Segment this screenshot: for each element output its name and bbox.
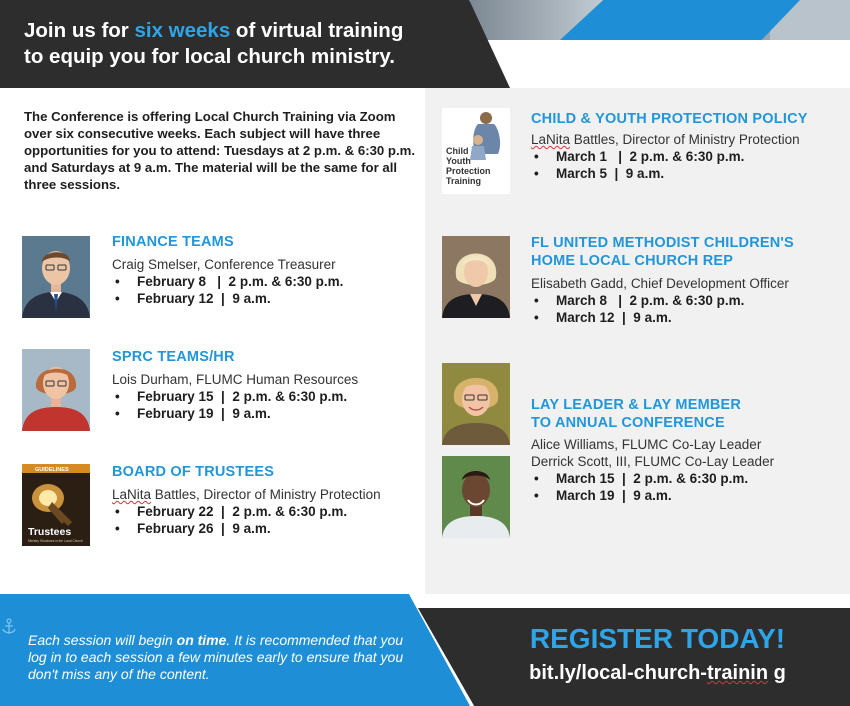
session-sprc [112,348,412,422]
presenter-name: Derrick Scott, III, FLUMC Co-Lay Leader [531,454,775,469]
date-item: • February 12 | 9 a.m. [115,291,271,306]
presenter-name: LaNita Battles, Director of Ministry Protection [112,487,381,502]
person-portrait-icon [442,363,510,445]
headline-accent: six weeks [134,19,231,42]
session-finance [112,233,412,307]
headline-text: of virtual training [230,19,404,42]
person-portrait-icon [442,456,510,538]
person-portrait-icon [22,349,90,431]
session-title: CHILD & YOUTH PROTECTION POLICY [531,111,808,127]
session-dates [531,292,843,326]
register-heading: REGISTER TODAY! [529,623,786,654]
date-item: • February 26 | 9 a.m. [115,521,271,536]
session-childrens-home [531,234,843,326]
session-dates [531,470,843,504]
book-cover-image [22,464,90,546]
session-child-youth [531,110,843,182]
date-item: • March 19 | 9 a.m. [534,488,672,503]
book-title: Trustees [28,526,72,538]
presenter-name: Alice Williams, FLUMC Co-Lay Leader [531,437,762,452]
registration-link[interactable]: bit.ly/local-church-trainin g [529,662,786,684]
badge-text: Protection [446,166,491,176]
header-headline [24,18,474,70]
person-portrait-icon [442,236,510,318]
date-item: • February 15 | 2 p.m. & 6:30 p.m. [115,389,348,404]
session-title-line1: LAY LEADER & LAY MEMBER [531,397,742,413]
session-title-line2: TO ANNUAL CONFERENCE [531,415,725,431]
date-item: • March 5 | 9 a.m. [534,166,665,181]
book-subtitle: Ministry Structures in the Local Church [28,539,83,543]
presenter-name: Lois Durham, FLUMC Human Resources [112,372,359,387]
presenter-photo-alice [442,363,510,445]
child-youth-protection-badge [442,108,510,194]
session-title: SPRC TEAMS/HR [112,349,235,365]
presenter-name: LaNita Battles, Director of Ministry Protection [531,132,800,147]
presenter-name: Elisabeth Gadd, Chief Development Officer [531,276,789,291]
date-item: • February 22 | 2 p.m. & 6:30 p.m. [115,504,348,519]
session-dates [112,388,412,422]
badge-text: Training [446,176,482,186]
protection-training-logo [442,108,510,194]
session-dates [112,503,412,537]
badge-text: Youth [446,156,471,166]
session-title-line2: HOME LOCAL CHURCH REP [531,253,734,269]
presenter-photo-craig [22,236,90,318]
date-item: • March 15 | 2 p.m. & 6:30 p.m. [534,471,749,486]
on-time-emphasis: on time [176,632,227,648]
session-title: BOARD OF TRUSTEES [112,464,275,480]
badge-text: Child [446,146,469,156]
date-item: • February 8 | 2 p.m. & 6:30 p.m. [115,274,344,289]
presenter-photo-elisabeth [442,236,510,318]
trustees-book-cover [22,464,90,546]
date-item: • March 8 | 2 p.m. & 6:30 p.m. [534,293,745,308]
date-item: • March 12 | 9 a.m. [534,310,672,325]
session-title: FINANCE TEAMS [112,234,234,250]
intro-paragraph: The Conference is offering Local Church Training via Zoom over six consecutive weeks. Each subject will have three opportunities for you to attend: Tuesdays at 2 p.m. & 6:30 p.m. and Saturdays at 9 a.m. The material will be the same for all three sessions. [24,109,416,192]
date-item: • February 19 | 9 a.m. [115,406,271,421]
session-trustees [112,463,412,537]
session-lay-leader [531,396,843,504]
person-portrait-icon [22,236,90,318]
date-item: • March 1 | 2 p.m. & 6:30 p.m. [534,149,745,164]
session-title-line1: FL UNITED METHODIST CHILDREN'S [531,235,794,251]
session-dates [112,273,412,307]
footer-note: Each session will begin on time. It is recommended that you log in to each session a few minutes early to ensure that you don't miss any of the content. [28,632,404,682]
presenter-name: Craig Smelser, Conference Treasurer [112,257,336,272]
headline-line2: to equip you for local church ministry. [24,45,395,68]
book-series-label: GUIDELINES [35,467,69,473]
session-dates [531,148,843,182]
presenter-photo-lois [22,349,90,431]
presenter-photo-derrick [442,456,510,538]
anchor-icon [2,618,16,636]
headline-text: Join us for [24,19,135,42]
